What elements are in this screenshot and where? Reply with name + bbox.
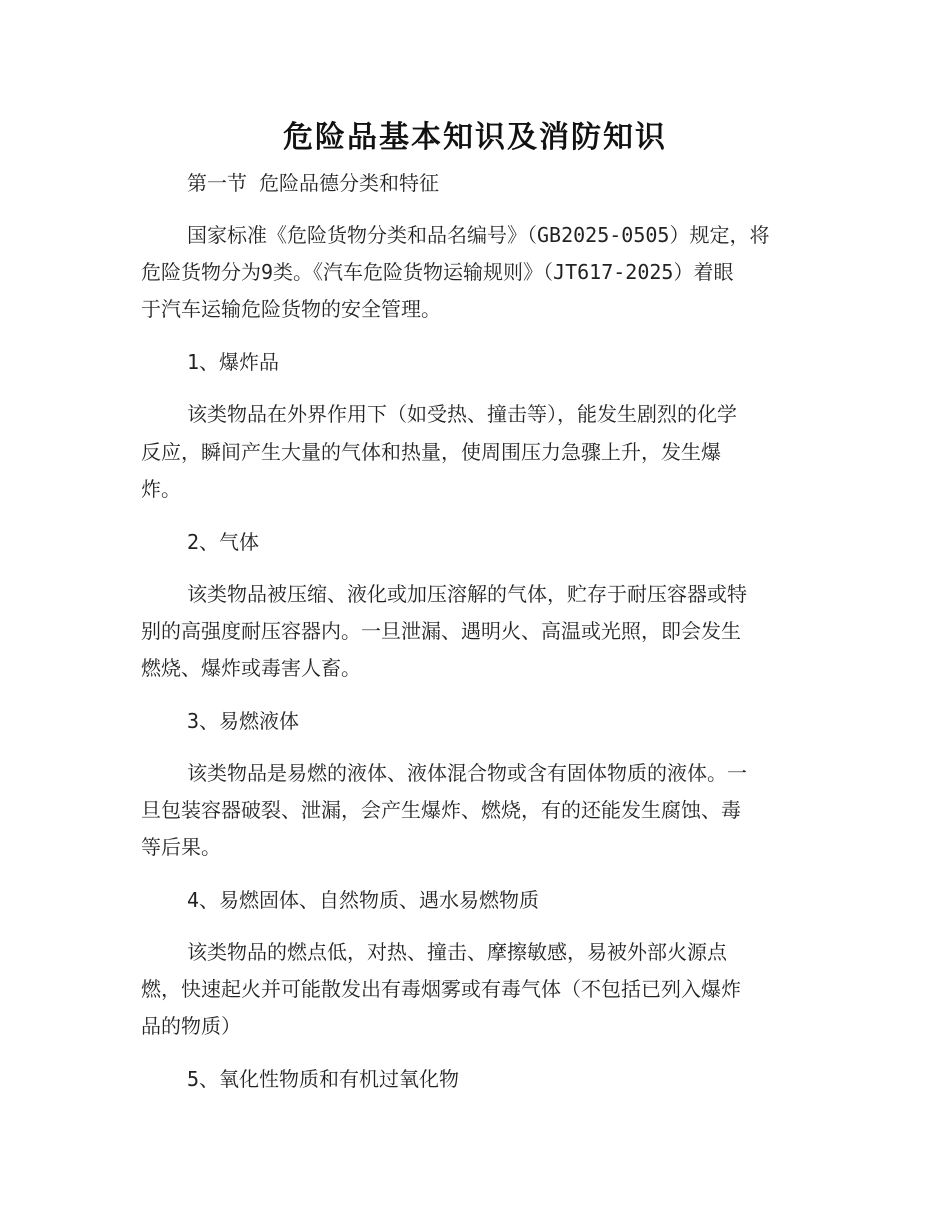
- intro-line-3: 于汽车运输危险货物的安全管理。: [141, 297, 441, 321]
- intro-line-1: 国家标准《危险货物分类和品名编号》（GB2025-0505）规定，将: [187, 223, 770, 247]
- heading-flammable-solids: 4、易燃固体、自然物质、遇水易燃物质: [187, 888, 540, 912]
- gases-line-3: 燃烧、爆炸或毒害人畜。: [141, 656, 361, 680]
- solids-line-3: 品的物质）: [141, 1014, 241, 1038]
- section-heading: 第一节 危险品德分类和特征: [187, 171, 440, 195]
- explosives-line-2: 反应，瞬间产生大量的气体和热量，使周围压力急骤上升，发生爆: [141, 440, 721, 464]
- gases-line-1: 该类物品被压缩、液化或加压溶解的气体，贮存于耐压容器或特: [187, 582, 747, 606]
- liquids-line-2: 旦包装容器破裂、泄漏，会产生爆炸、燃烧，有的还能发生腐蚀、毒: [141, 798, 741, 822]
- heading-explosives: 1、爆炸品: [187, 350, 280, 374]
- intro-line-2: 危险货物分为9类。《汽车危险货物运输规则》（JT617-2025）着眼: [141, 260, 734, 284]
- gases-line-2: 别的高强度耐压容器内。一旦泄漏、遇明火、高温或光照，即会发生: [141, 619, 741, 643]
- heading-gases: 2、气体: [187, 530, 260, 554]
- explosives-line-1: 该类物品在外界作用下（如受热、撞击等），能发生剧烈的化学: [187, 402, 737, 426]
- heading-flammable-liquids: 3、易燃液体: [187, 709, 300, 733]
- page-title: 危险品基本知识及消防知识: [283, 120, 667, 155]
- liquids-line-3: 等后果。: [141, 835, 221, 859]
- explosives-line-3: 炸。: [141, 477, 181, 501]
- solids-line-2: 燃，快速起火并可能散发出有毒烟雾或有毒气体（不包括已列入爆炸: [141, 977, 741, 1001]
- liquids-line-1: 该类物品是易燃的液体、液体混合物或含有固体物质的液体。一: [187, 761, 747, 785]
- solids-line-1: 该类物品的燃点低，对热、撞击、摩擦敏感，易被外部火源点: [187, 940, 727, 964]
- heading-oxidizers: 5、氧化性物质和有机过氧化物: [187, 1067, 460, 1091]
